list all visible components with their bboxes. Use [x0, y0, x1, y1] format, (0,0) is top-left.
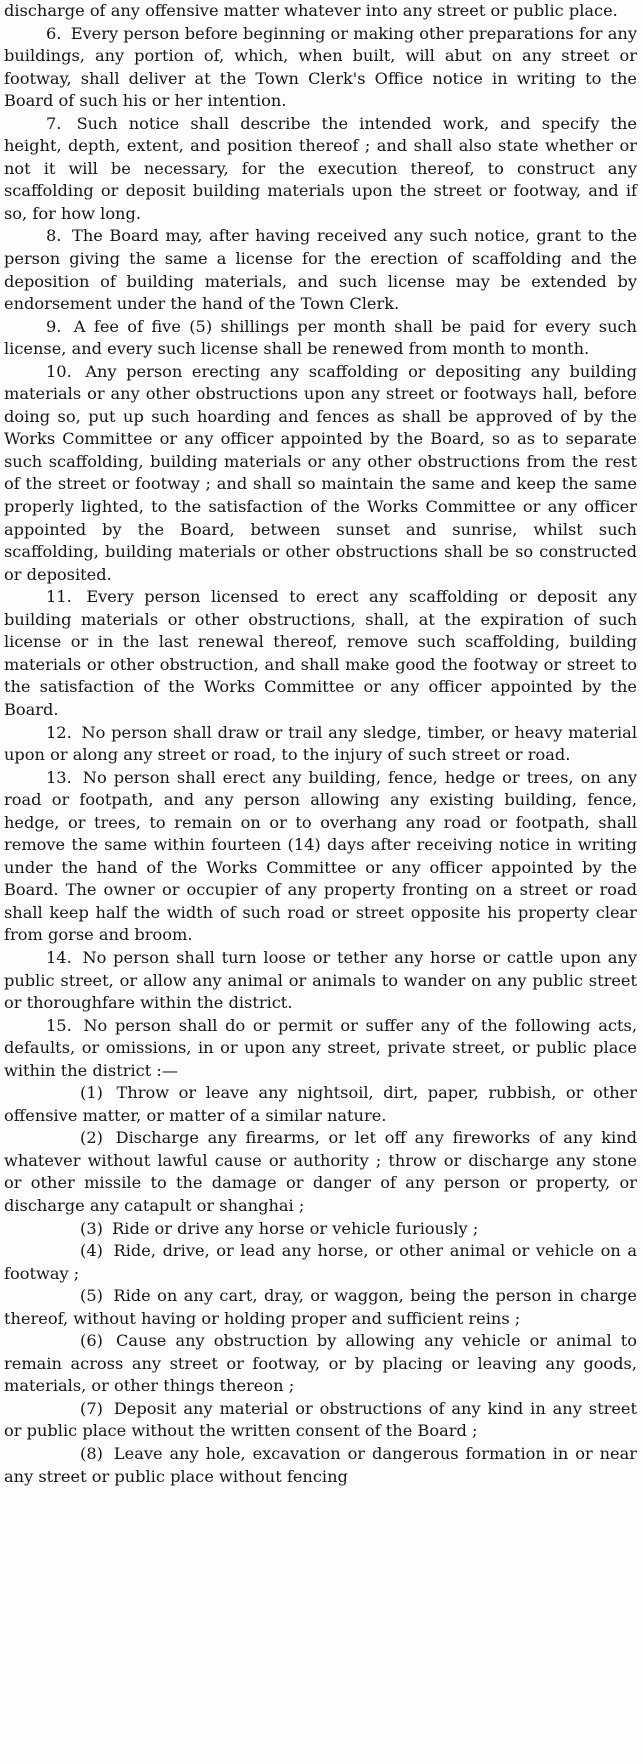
clause-number: 9. — [46, 316, 62, 336]
subclause-paragraph — [4, 1443, 637, 1488]
subclause-paragraph — [4, 1082, 637, 1127]
continued-paragraph — [4, 0, 637, 23]
paragraph-text: Ride on any cart, dray, or waggon, being the person in charge thereof, without having or holding proper and sufficient reins ; — [4, 1286, 637, 1328]
clause-number: 14. — [46, 947, 72, 967]
paragraph-text: A fee of five (5) shillings per month shall be paid for every such license, and every such license shall be renewed from month to month. — [4, 316, 637, 359]
clause-number: 12. — [46, 722, 72, 742]
subclause-paragraph — [4, 1398, 637, 1443]
clause-paragraph — [4, 947, 637, 1015]
paragraph-text: The Board may, after having received any such notice, grant to the person giving the same a license for the erection of scaffolding and the deposition of building materials, and such license may be extended by endorsement under the hand of the Town Clerk. — [4, 226, 637, 314]
paragraph-text: Every person before beginning or making other preparations for any buildings, any portion of, which, when built, will abut on any street or footway, shall deliver at the Town Clerk's Office notice in writing to the Board of such his or her intention. — [4, 23, 637, 111]
subclause-paragraph — [4, 1330, 637, 1398]
paragraph-text: Every person licensed to erect any scaffolding or deposit any building materials or other obstructions, shall, at the expiration of such license or in the last renewal thereof, remove such scaffolding, building materials or other obstruction, and shall make good the footway or street to the satisfaction of the Works Committee or any officer appointed by the Board. — [4, 587, 637, 719]
clause-number: 13. — [46, 767, 72, 787]
paragraph-text: Deposit any material or obstructions of any kind in any street or public place without the written consent of the Board ; — [4, 1398, 637, 1441]
clause-number: 10. — [46, 361, 72, 381]
clause-number: 15. — [46, 1015, 72, 1035]
subclause-number: (8) — [80, 1444, 103, 1463]
subclause-paragraph — [4, 1127, 637, 1217]
paragraph-text: No person shall do or permit or suffer any of the following acts, defaults, or omissions, in or upon any street, private street, or public place within the district :— — [4, 1015, 637, 1080]
paragraph-text: No person shall turn loose or tether any horse or cattle upon any public street, or allow any animal or animals to wander on any public street or thoroughfare within the district. — [4, 947, 637, 1013]
clause-paragraph — [4, 1015, 637, 1083]
paragraph-text: Leave any hole, excavation or dangerous formation in or near any street or public place without fencing — [4, 1444, 637, 1486]
clause-paragraph — [4, 722, 637, 767]
subclause-number: (7) — [80, 1398, 103, 1418]
clause-number: 6. — [46, 23, 62, 43]
paragraph-text: Cause any obstruction by allowing any vehicle or animal to remain across any street or footway, or by placing or leaving any goods, materials, or other things thereon ; — [4, 1331, 637, 1396]
subclause-number: (5) — [80, 1286, 103, 1306]
subclause-number: (4) — [80, 1241, 103, 1261]
clause-paragraph — [4, 586, 637, 721]
subclause-paragraph — [4, 1240, 637, 1285]
subclause-number: (3) — [80, 1218, 103, 1238]
paragraph-text: Such notice shall describe the intended work, and specify the height, depth, extent, and position thereof ; and shall also state whether or not it will be necessary, for the execution thereof, to construct any scaffolding or deposit building materials upon the street or footway, and if so, for how long. — [4, 113, 637, 223]
clause-paragraph — [4, 113, 637, 226]
clause-number: 11. — [46, 587, 72, 607]
paragraph-text: Ride, drive, or lead any horse, or other animal or vehicle on a footway ; — [4, 1241, 637, 1283]
subclause-number: (6) — [80, 1331, 103, 1351]
paragraph-text: Ride or drive any horse or vehicle furiously ; — [112, 1218, 479, 1238]
subclause-paragraph — [4, 1218, 637, 1241]
paragraph-text: discharge of any offensive matter whatever into any street or public place. — [4, 1, 618, 20]
clause-paragraph — [4, 316, 637, 361]
paragraph-text: No person shall draw or trail any sledge, timber, or heavy material upon or along any street or road, to the injury of such street or road. — [4, 722, 637, 765]
clause-number: 8. — [46, 226, 62, 246]
clause-number: 7. — [46, 113, 62, 133]
subclause-number: (2) — [80, 1128, 103, 1148]
subclause-paragraph — [4, 1285, 637, 1330]
paragraph-text: Throw or leave any nightsoil, dirt, paper, rubbish, or other offensive matter, or matter of a similar nature. — [4, 1083, 637, 1125]
subclause-number: (1) — [80, 1083, 103, 1103]
paragraph-text: Discharge any firearms, or let off any fireworks of any kind whatever without lawful cause or authority ; throw or discharge any stone or other missile to the damage or danger of any person or property, or discharge any catapult or shanghai ; — [4, 1128, 637, 1215]
paragraph-text: No person shall erect any building, fence, hedge or trees, on any road or footpath, and any person allowing any existing building, fence, hedge, or trees, to remain on or to overhang any road or footpath, shall remove the same within fourteen (14) days after receiving notice in writing under the hand of the Works Committee or any officer appointed by the Board. The owner or occupier of any property fronting on a street or road shall keep half the width of such road or street opposite his property clear from gorse and broom. — [4, 767, 637, 945]
paragraph-text: Any person erecting any scaffolding or depositing any building materials or any other obstructions upon any street or footways hall, before doing so, put up such hoarding and fences as shall be approved of by the Works Committee or any officer appointed by the Board, so as to separate such scaffolding, building materials or any other obstructions from the rest of the street or footway ; and shall so maintain the same and keep the same properly lighted, to the satisfaction of the Works Committee or any officer appointed by the Board, between sunset and sunrise, whilst such scaffolding, building materials or other obstructions shall be so constructed or deposited. — [4, 361, 637, 584]
clause-paragraph — [4, 23, 637, 113]
clause-paragraph — [4, 225, 637, 315]
clause-paragraph — [4, 361, 637, 586]
clause-paragraph — [4, 767, 637, 947]
bylaw-text-column — [4, 0, 637, 1488]
